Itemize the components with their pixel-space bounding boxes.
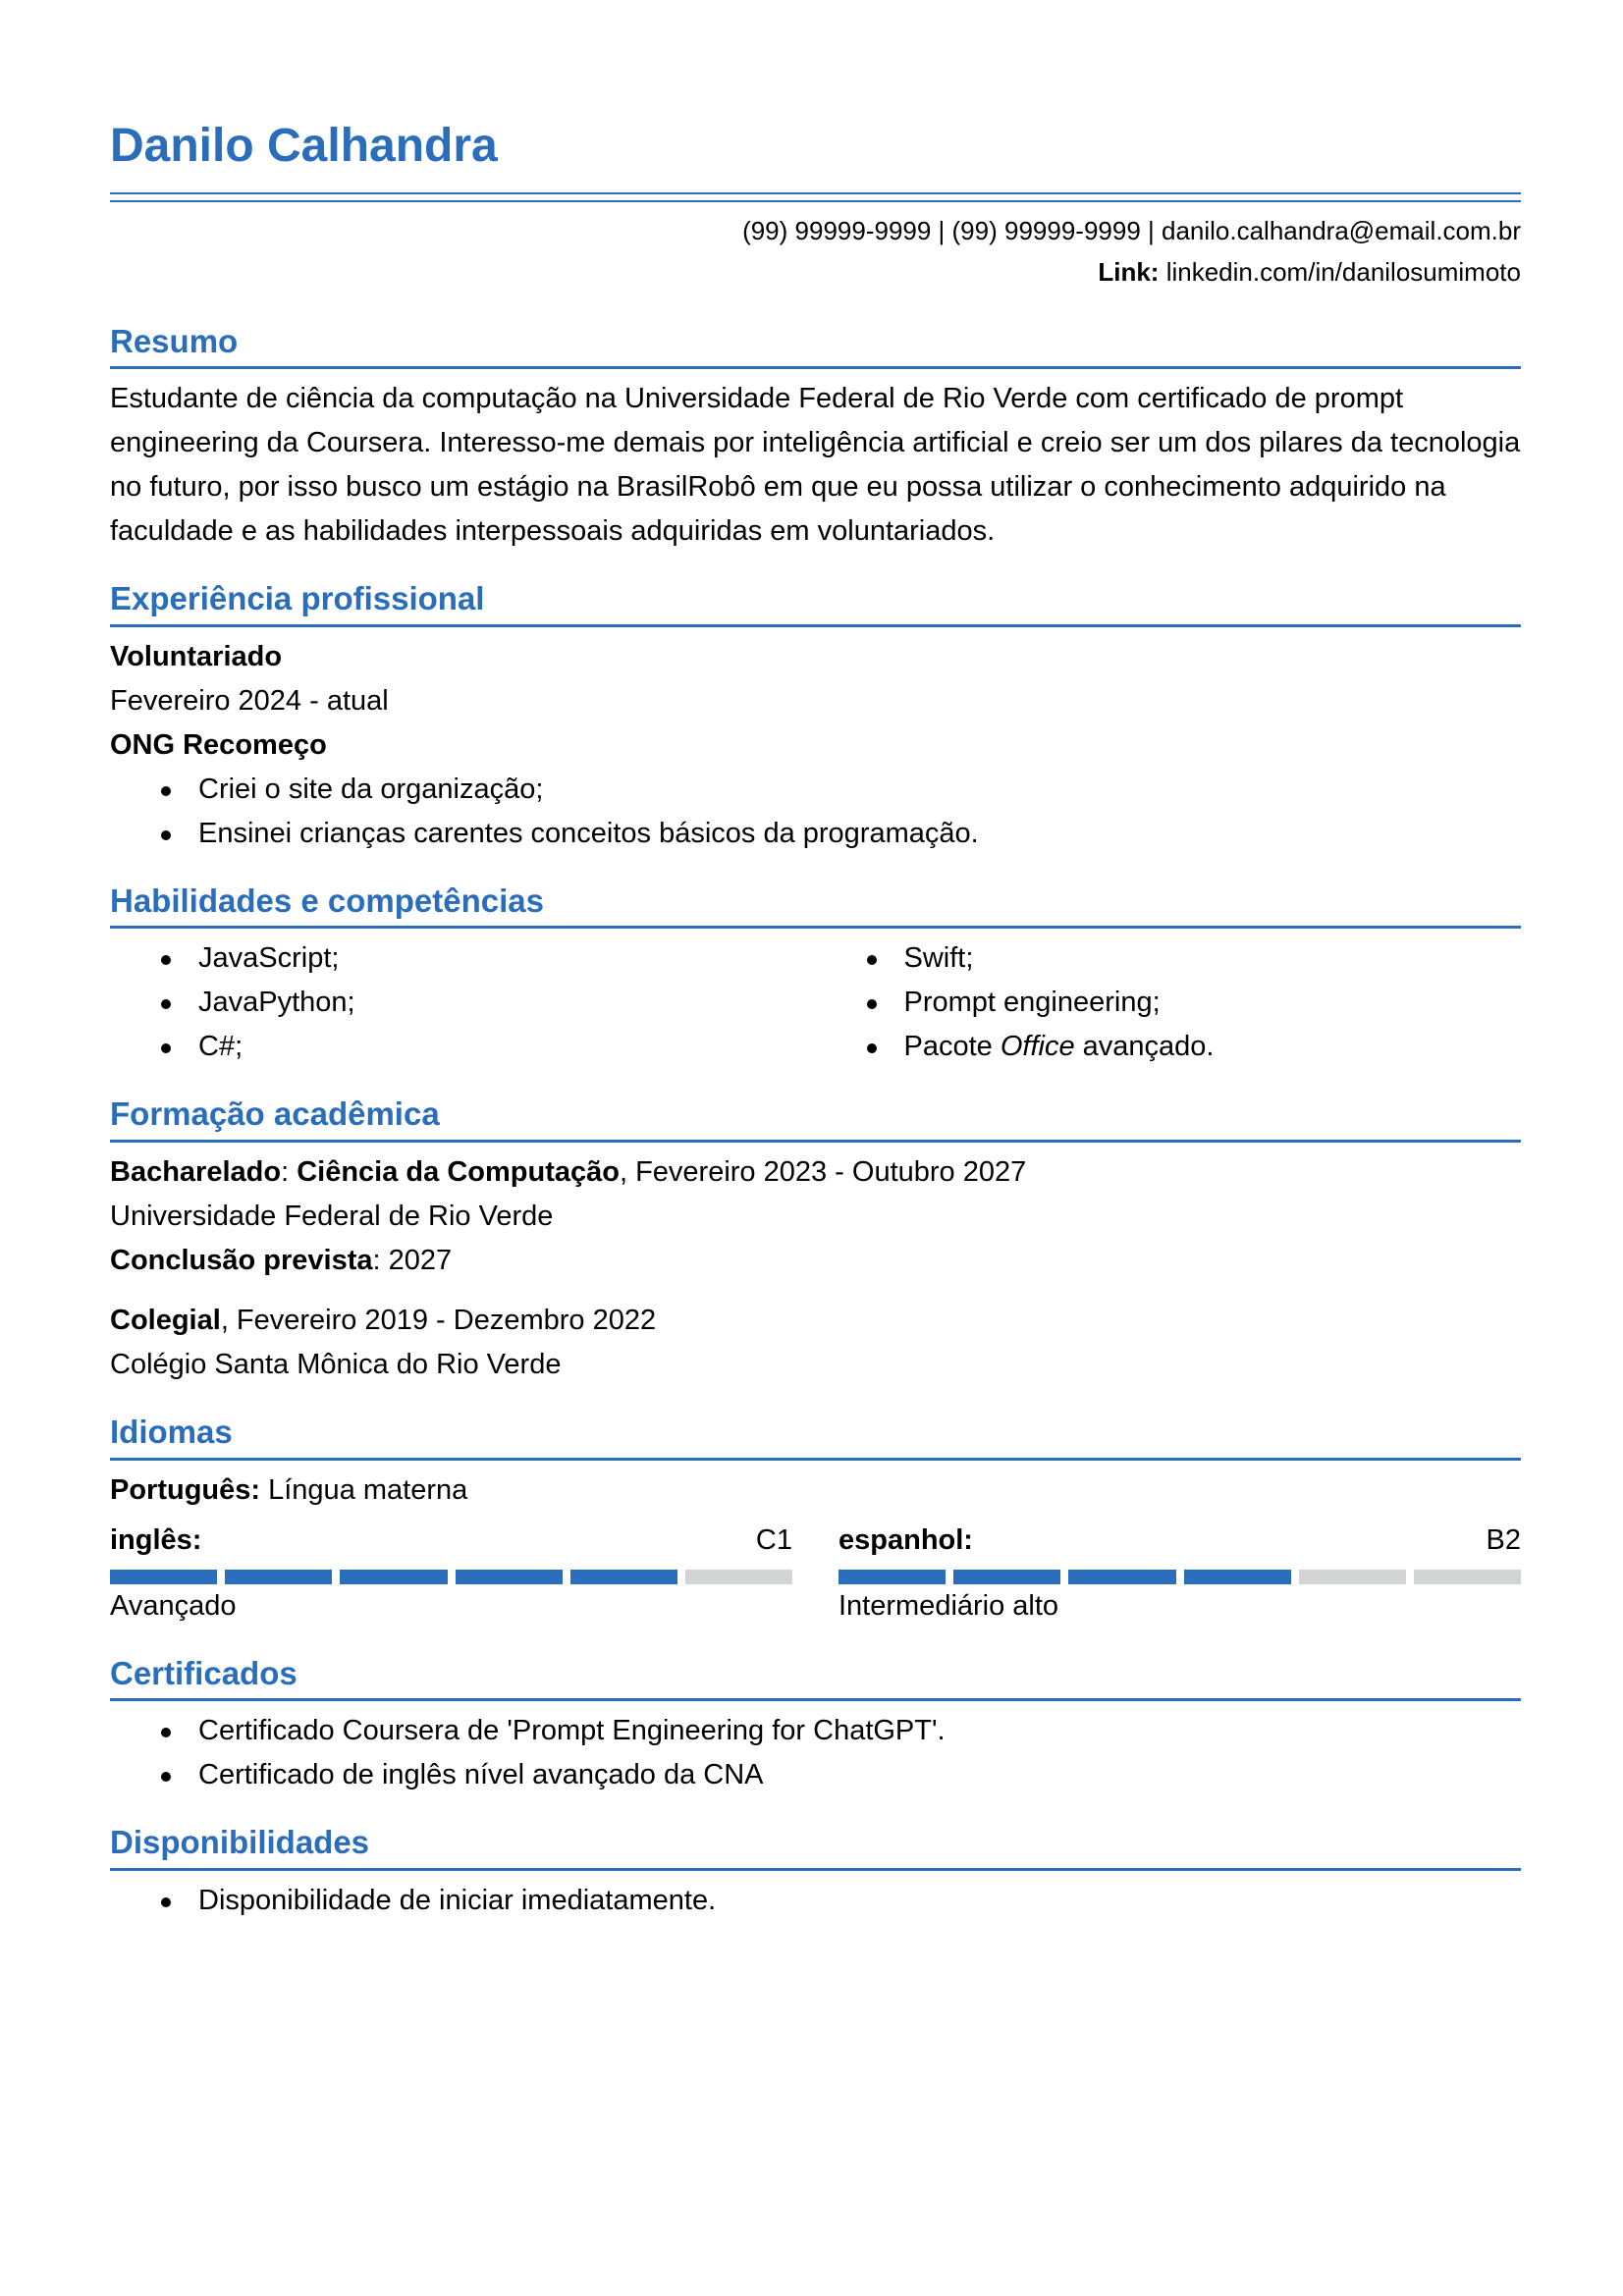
office-italic: Office xyxy=(1000,1031,1075,1063)
section-title-certificados: Certificados xyxy=(110,1654,1521,1702)
contact-phones-email: (99) 99999-9999 | (99) 99999-9999 | danilo.calhandra@email.com.br xyxy=(742,215,1521,245)
level-bar xyxy=(110,1570,792,1584)
lang-desc: Intermediário alto xyxy=(839,1589,1059,1622)
section-title-formacao: Formação acadêmica xyxy=(110,1095,1521,1143)
level-segment xyxy=(1184,1570,1291,1584)
experience-org: ONG Recomeço xyxy=(110,728,327,761)
link-label: Link: xyxy=(1098,256,1160,287)
hs-period: , Fevereiro 2019 - Dezembro 2022 xyxy=(220,1304,657,1336)
section-disponibilidades xyxy=(110,1823,1521,1923)
section-idiomas xyxy=(110,1413,1521,1629)
contact-link-row xyxy=(110,251,1521,293)
lang-level: C1 xyxy=(755,1523,792,1556)
degree-course: Ciência da Computação xyxy=(297,1155,620,1188)
section-formacao xyxy=(110,1095,1521,1387)
list-item: JavaScript; xyxy=(110,936,816,981)
conclusion-value: : 2027 xyxy=(372,1244,453,1276)
language-levels xyxy=(110,1521,1521,1629)
level-segment xyxy=(340,1570,447,1584)
level-segment xyxy=(1299,1570,1406,1584)
section-certificados xyxy=(110,1654,1521,1798)
level-bar xyxy=(839,1570,1521,1584)
contact-block xyxy=(110,210,1521,293)
skills-column-left xyxy=(110,936,816,1069)
experience-role: Voluntariado xyxy=(110,640,283,672)
office-suffix: avançado. xyxy=(1074,1031,1215,1063)
section-title-habilidades: Habilidades e competências xyxy=(110,881,1521,930)
level-segment xyxy=(456,1570,563,1584)
conclusion-label: Conclusão prevista xyxy=(110,1244,373,1276)
lang-level: B2 xyxy=(1486,1523,1521,1556)
degree-school: Universidade Federal de Rio Verde xyxy=(110,1200,554,1232)
level-segment xyxy=(1414,1570,1521,1584)
candidate-name: Danilo Calhandra xyxy=(110,120,498,172)
section-title-disponibilidades: Disponibilidades xyxy=(110,1823,1521,1871)
lang-name: inglês: xyxy=(110,1523,202,1556)
level-segment xyxy=(225,1570,332,1584)
list-item: Certificado de inglês nível avançado da CNA xyxy=(110,1753,1521,1797)
skills-column-right xyxy=(816,936,1522,1069)
education-highschool xyxy=(110,1299,1521,1387)
education-degree xyxy=(110,1150,1521,1283)
section-habilidades xyxy=(110,881,1521,1070)
lang-header xyxy=(839,1521,1521,1560)
level-segment xyxy=(953,1570,1060,1584)
native-label: Português: xyxy=(110,1473,261,1506)
section-title-resumo: Resumo xyxy=(110,322,1521,370)
section-title-experiencia: Experiência profissional xyxy=(110,579,1521,627)
list-item: C#; xyxy=(110,1025,816,1069)
list-item: Criei o site da organização; xyxy=(110,768,1521,812)
level-segment xyxy=(839,1570,946,1584)
level-segment xyxy=(570,1570,677,1584)
skills-columns xyxy=(110,936,1521,1069)
native-language xyxy=(110,1468,1521,1513)
hs-school: Colégio Santa Mônica do Rio Verde xyxy=(110,1348,562,1380)
lang-header xyxy=(110,1521,792,1560)
resume-page xyxy=(110,118,1521,1923)
conclusion-line xyxy=(110,1239,1521,1283)
degree-label: Bacharelado xyxy=(110,1155,282,1188)
list-item: Swift; xyxy=(816,936,1522,981)
level-segment xyxy=(685,1570,792,1584)
lang-name: espanhol: xyxy=(839,1523,973,1556)
degree-period: , Fevereiro 2023 - Outubro 2027 xyxy=(619,1155,1027,1188)
list-item: Ensinei crianças carentes conceitos básicos da programação. xyxy=(110,812,1521,856)
hs-label: Colegial xyxy=(110,1304,221,1336)
lang-desc: Avançado xyxy=(110,1589,237,1622)
list-item xyxy=(816,1025,1522,1069)
language-english xyxy=(110,1521,792,1629)
resumo-text: Estudante de ciência da computação na Universidade Federal de Rio Verde com certificado de prompt engineering da Coursera. Interesso-me demais por inteligência artificial e creio ser um dos pilares da tecnologia no futuro, por isso busco um estágio na BrasilRobô em que eu possa utilizar o conhecimento adquirido na faculdade e as habilidades interpessoais adquiridas em voluntariados. xyxy=(110,383,1521,548)
list-item: Disponibilidade de iniciar imediatamente. xyxy=(110,1879,1521,1923)
list-item: JavaPython; xyxy=(110,981,816,1025)
certificates-list xyxy=(110,1709,1521,1797)
list-item: Certificado Coursera de 'Prompt Engineering for ChatGPT'. xyxy=(110,1709,1521,1753)
language-spanish xyxy=(839,1521,1521,1629)
experience-period: Fevereiro 2024 - atual xyxy=(110,684,389,717)
experience-list xyxy=(110,768,1521,856)
section-experiencia xyxy=(110,579,1521,856)
office-prefix: Pacote xyxy=(903,1031,1001,1063)
native-value: Língua materna xyxy=(260,1473,468,1506)
header-divider xyxy=(110,192,1521,202)
hs-line xyxy=(110,1299,1521,1343)
level-segment xyxy=(1068,1570,1175,1584)
section-resumo xyxy=(110,322,1521,555)
list-item: Prompt engineering; xyxy=(816,981,1522,1025)
section-title-idiomas: Idiomas xyxy=(110,1413,1521,1461)
degree-sep: : xyxy=(281,1155,298,1188)
availability-list xyxy=(110,1879,1521,1923)
degree-line xyxy=(110,1150,1521,1195)
level-segment xyxy=(110,1570,217,1584)
linkedin-link[interactable]: linkedin.com/in/danilosumimoto xyxy=(1165,256,1521,287)
